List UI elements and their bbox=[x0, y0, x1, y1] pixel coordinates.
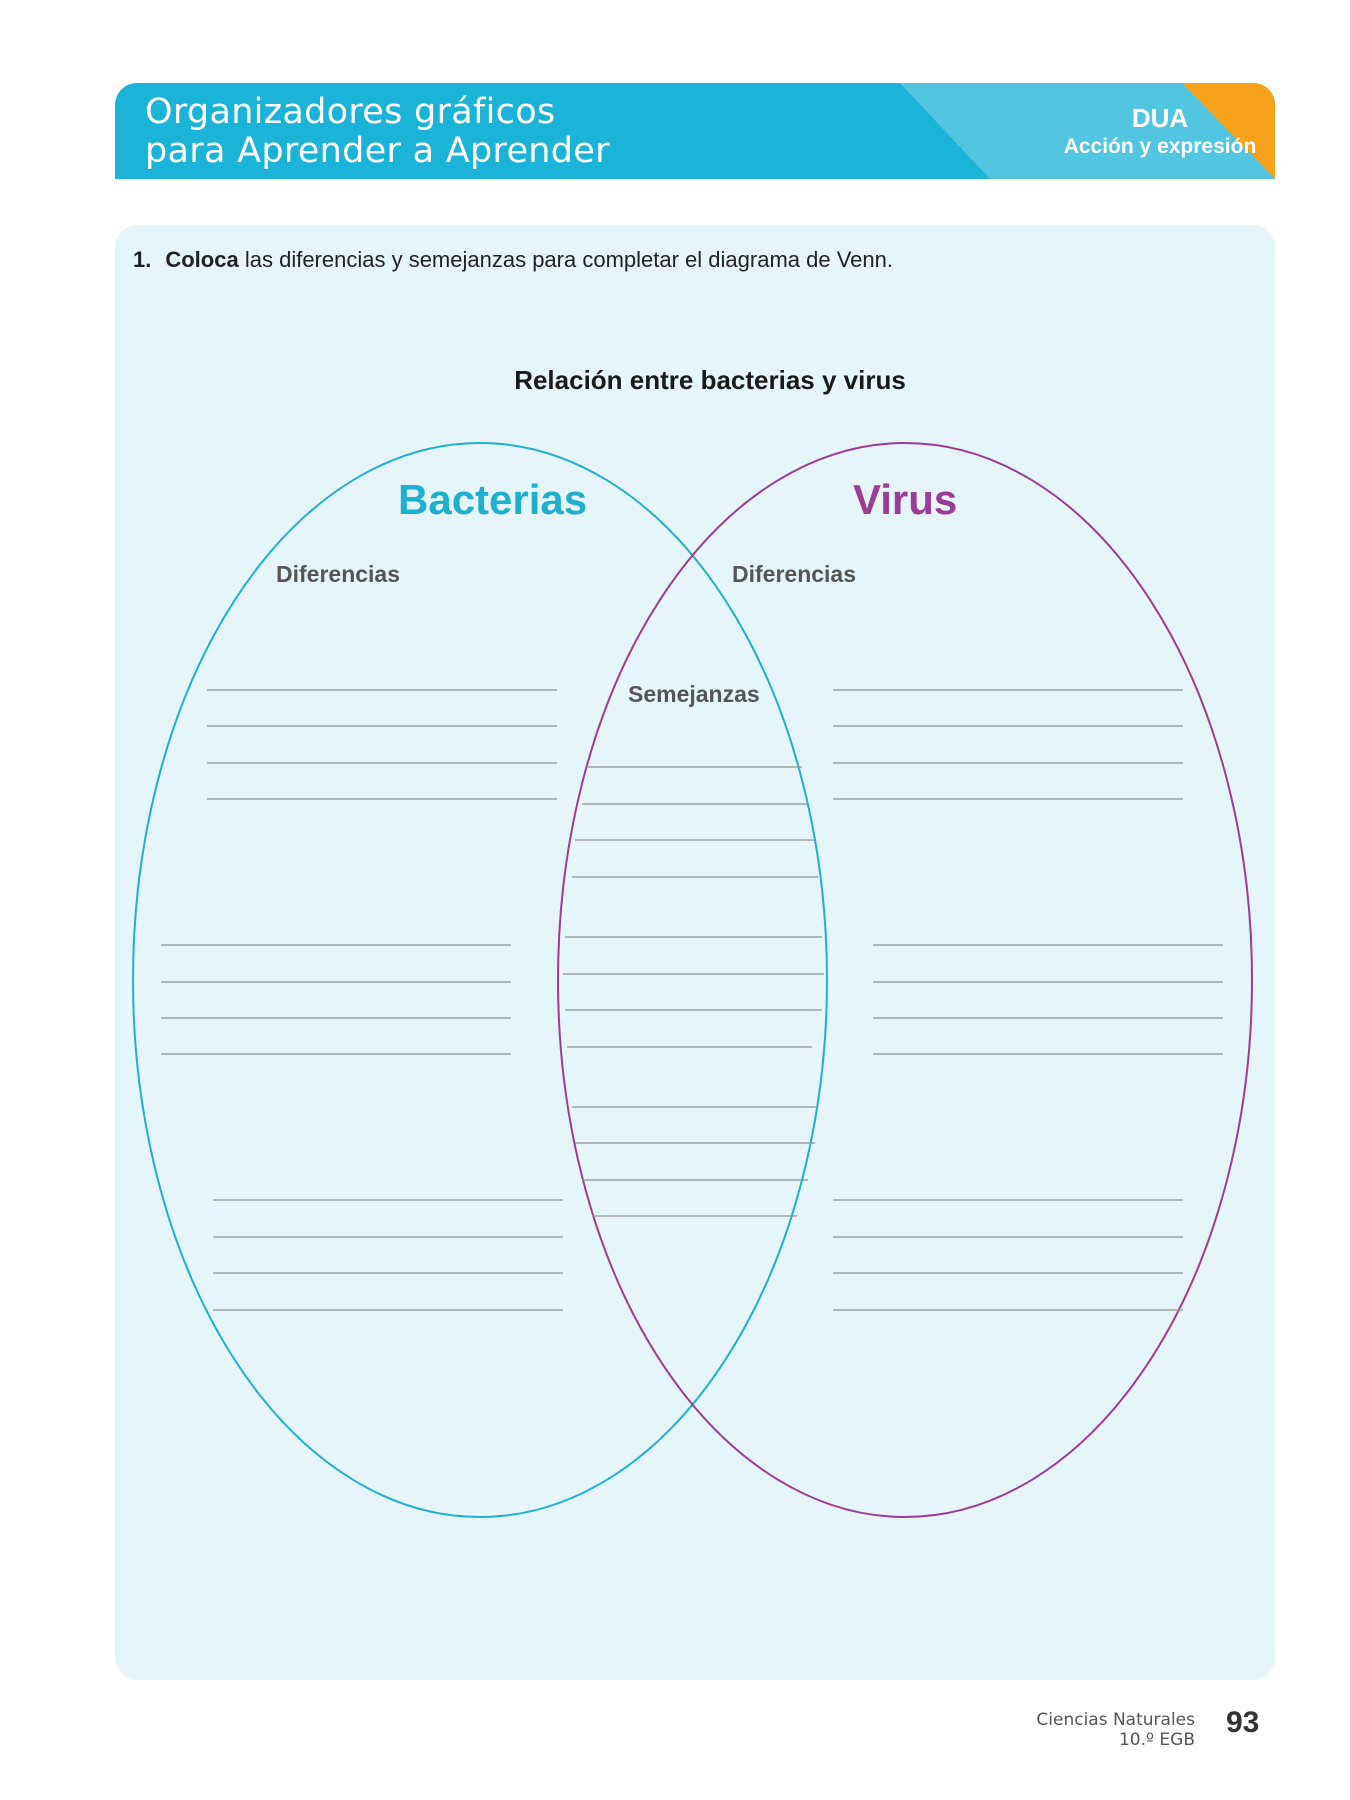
activity-number: 1. bbox=[133, 247, 152, 272]
diagram-title: Relación entre bacterias y virus bbox=[514, 365, 906, 395]
activity-text: las diferencias y semejanzas para completar el diagrama de Venn. bbox=[244, 247, 893, 272]
virus-title: Virus bbox=[853, 476, 958, 523]
writing-lines bbox=[161, 690, 1223, 1310]
page-number: 93 bbox=[1226, 1706, 1260, 1739]
footer-grade: 10.º EGB bbox=[1118, 1730, 1195, 1750]
bacterias-title: Bacterias bbox=[398, 476, 588, 523]
similarities-label: Semejanzas bbox=[628, 681, 760, 707]
bacterias-circle bbox=[133, 443, 827, 1517]
section-title-line1: Organizadores gráficos bbox=[145, 92, 556, 132]
dua-badge-subtitle: Acción y expresión bbox=[1063, 135, 1257, 158]
activity-verb: Coloca bbox=[165, 247, 239, 272]
dua-badge-title: DUA bbox=[1131, 103, 1189, 133]
virus-circle bbox=[558, 443, 1252, 1517]
footer-subject-name: Ciencias Naturales bbox=[1036, 1710, 1195, 1730]
section-title-line2: para Aprender a Aprender bbox=[145, 131, 610, 171]
virus-differences-label: Diferencias bbox=[732, 561, 857, 587]
bacterias-differences-label: Diferencias bbox=[276, 561, 401, 587]
footer-subject bbox=[1036, 1710, 1195, 1750]
